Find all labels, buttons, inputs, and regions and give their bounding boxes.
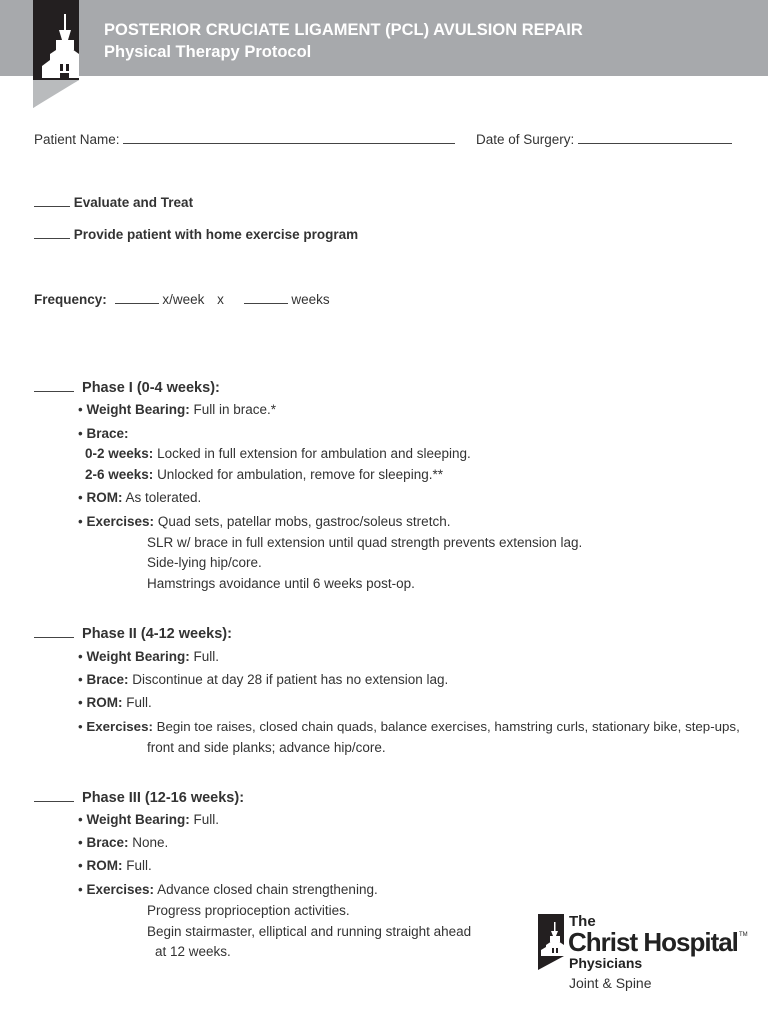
value: Advance closed chain strengthening.	[157, 882, 378, 897]
phase-1-title: Phase I (0-4 weeks):	[82, 380, 220, 396]
phase-2-rom: • ROM: Full.	[78, 695, 152, 710]
brand-division: Joint & Spine	[569, 975, 652, 991]
value: Locked in full extension for ambulation and sleeping.	[157, 446, 471, 461]
surgery-date-row	[476, 131, 732, 147]
label: Weight Bearing:	[86, 812, 190, 827]
brand-name: Christ Hospital	[568, 927, 738, 957]
frequency-per-week-field[interactable]	[115, 291, 159, 304]
brand-physicians: Physicians	[569, 955, 643, 971]
label: Brace:	[86, 672, 129, 687]
phase-3-exercise-2: Progress proprioception activities.	[147, 903, 350, 918]
phase-1-rom: • ROM: As tolerated.	[78, 490, 202, 505]
value: Full.	[126, 858, 152, 873]
phase-3-checkline[interactable]	[34, 789, 74, 802]
label: ROM:	[86, 695, 123, 710]
value: Full.	[126, 695, 152, 710]
home-program-label: Provide patient with home exercise program	[73, 227, 359, 242]
value: Full in brace.*	[193, 402, 277, 417]
phase-1-exercise-3: Side-lying hip/core.	[147, 555, 262, 570]
phase-3-exercises: • Exercises: Advance closed chain strengthening.	[78, 882, 378, 897]
label: 0-2 weeks:	[85, 446, 154, 461]
label: Brace:	[86, 426, 129, 441]
label: 2-6 weeks:	[85, 467, 154, 482]
label: Exercises:	[86, 882, 155, 897]
value: None.	[132, 835, 169, 850]
phase-2-checkline[interactable]	[34, 625, 74, 638]
label: Exercises:	[86, 719, 153, 734]
phase-3-header	[34, 789, 244, 806]
frequency-row	[34, 291, 330, 307]
document-title: POSTERIOR CRUCIATE LIGAMENT (PCL) AVULSION REPAIR	[104, 21, 583, 39]
phase-1-exercises: • Exercises: Quad sets, patellar mobs, gastroc/soleus stretch.	[78, 514, 451, 529]
evaluate-checkline[interactable]	[34, 194, 70, 207]
value: Quad sets, patellar mobs, gastroc/soleus stretch.	[157, 514, 451, 529]
patient-name-label: Patient Name:	[34, 132, 120, 147]
phase-1-header	[34, 379, 220, 396]
value: As tolerated.	[125, 490, 202, 505]
phase-3-rom: • ROM: Full.	[78, 858, 152, 873]
phase-1-brace-0-2	[85, 446, 471, 461]
phase-1-brace: • Brace:	[78, 426, 129, 441]
times-label: x	[217, 292, 224, 307]
phase-3-exercise-4: at 12 weeks.	[155, 944, 231, 959]
phase-1-weight-bearing: • Weight Bearing: Full in brace.*	[78, 402, 277, 417]
label: ROM:	[86, 858, 123, 873]
hospital-tower-icon	[33, 0, 79, 108]
brand-the: The	[569, 913, 596, 930]
value: Full.	[193, 649, 220, 664]
phase-2-title: Phase II (4-12 weeks):	[82, 626, 232, 642]
phase-2-header	[34, 625, 232, 642]
patient-name-field[interactable]	[123, 131, 455, 144]
phase-1-brace-2-6	[85, 467, 443, 482]
phase-1-checkline[interactable]	[34, 379, 74, 392]
evaluate-label: Evaluate and Treat	[73, 195, 194, 210]
label: ROM:	[86, 490, 123, 505]
value: Full.	[193, 812, 220, 827]
phase-2-weight-bearing: • Weight Bearing: Full.	[78, 649, 220, 664]
label: Weight Bearing:	[86, 649, 190, 664]
phase-1-exercise-2: SLR w/ brace in full extension until quad strength prevents extension lag.	[147, 535, 583, 550]
value: Discontinue at day 28 if patient has no extension lag.	[132, 672, 449, 687]
label: Exercises:	[86, 514, 155, 529]
frequency-label: Frequency:	[34, 292, 107, 307]
label: Brace:	[86, 835, 129, 850]
brand-trademark: TM	[739, 932, 748, 938]
phase-3-brace: • Brace: None.	[78, 835, 169, 850]
value: Begin toe raises, closed chain quads, balance exercises, hamstring curls, stationary bike, step-ups,	[156, 719, 740, 734]
home-program-row	[34, 226, 358, 242]
value: Unlocked for ambulation, remove for sleeping.**	[157, 467, 443, 482]
phase-1-exercise-4: Hamstrings avoidance until 6 weeks post-op.	[147, 576, 415, 591]
surgery-date-label: Date of Surgery:	[476, 132, 575, 147]
phase-3-weight-bearing: • Weight Bearing: Full.	[78, 812, 220, 827]
phase-2-exercise-2: front and side planks; advance hip/core.	[147, 740, 386, 755]
per-week-label: x/week	[162, 292, 205, 307]
home-program-checkline[interactable]	[34, 226, 70, 239]
evaluate-row	[34, 194, 193, 210]
phase-2-brace: • Brace: Discontinue at day 28 if patient has no extension lag.	[78, 672, 449, 687]
patient-name-row	[34, 131, 455, 147]
hospital-tower-logo-icon	[538, 914, 564, 970]
phase-3-title: Phase III (12-16 weeks):	[82, 790, 245, 806]
phase-3-exercise-3: Begin stairmaster, elliptical and running straight ahead	[147, 924, 472, 939]
phase-2-exercises: • Exercises: Begin toe raises, closed chain quads, balance exercises, hamstring curls, stationary bike, step-ups,	[78, 719, 740, 734]
surgery-date-field[interactable]	[578, 131, 732, 144]
weeks-label: weeks	[291, 292, 330, 307]
frequency-weeks-field[interactable]	[244, 291, 288, 304]
label: Weight Bearing:	[86, 402, 190, 417]
document-subtitle: Physical Therapy Protocol	[104, 43, 312, 61]
